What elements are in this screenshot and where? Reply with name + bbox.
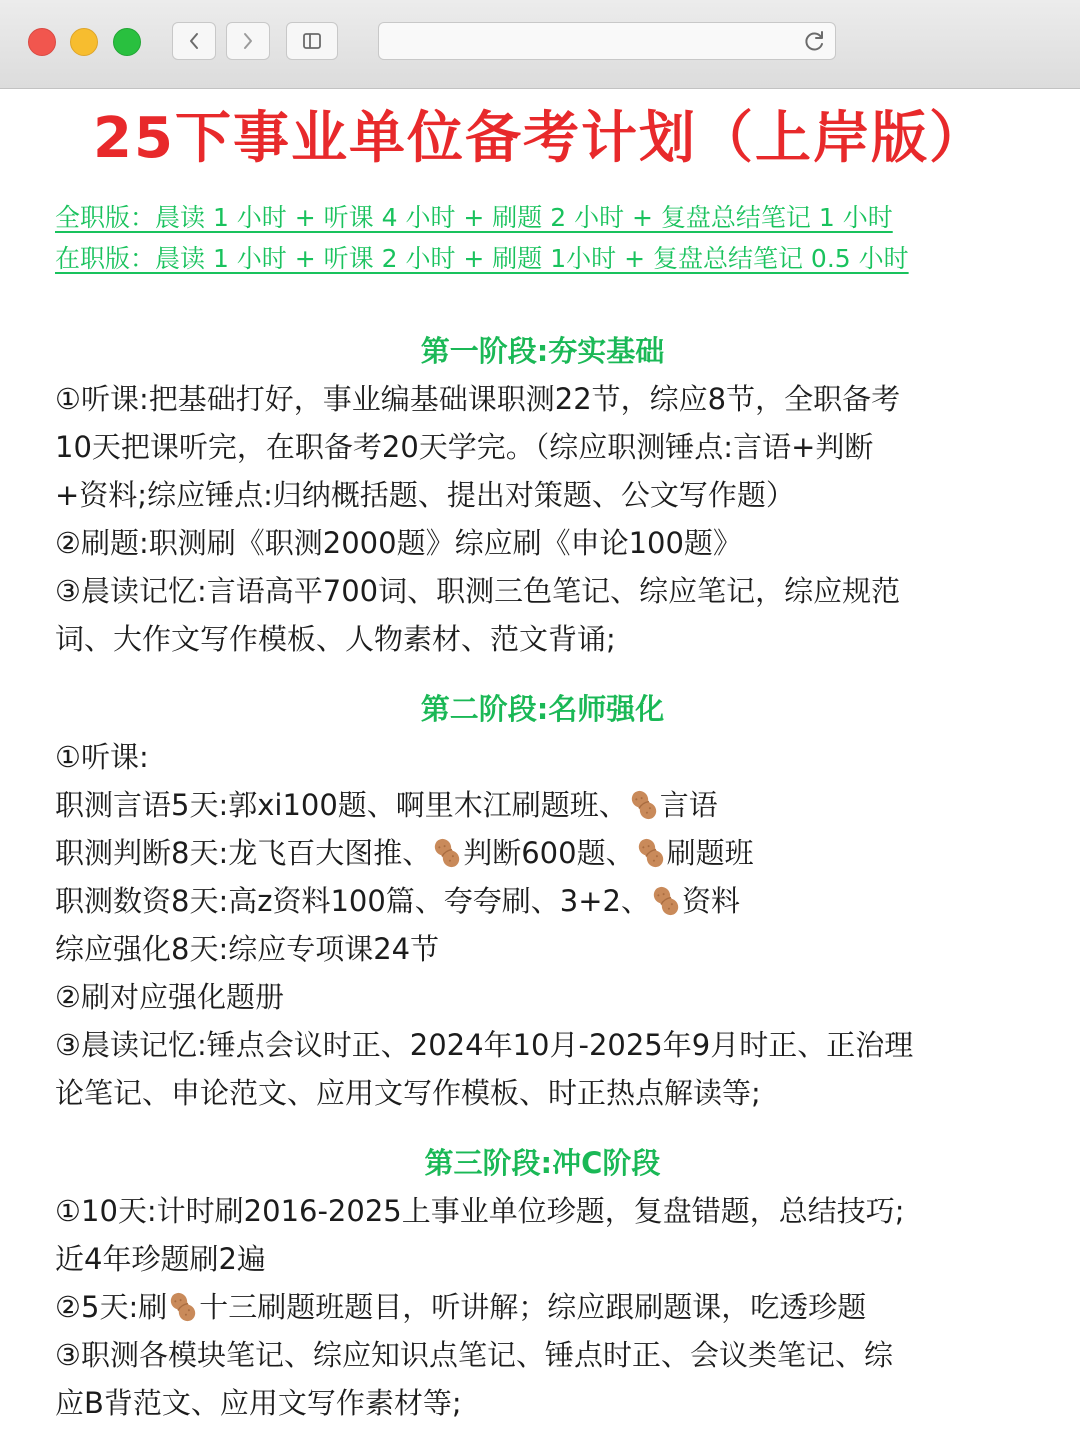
peanut-icon [168,1291,198,1323]
stage-two-line: ②刷对应强化题册 [55,980,284,1014]
close-window-button[interactable] [28,28,56,56]
stage-one-line: +资料;综应锤点:归纳概括题、提出对策题、公文写作题） [55,478,795,512]
peanut-icon [651,885,681,917]
stage-three-line: 近4年珍题刷2遍 [55,1242,266,1276]
sidebar-toggle-button[interactable] [286,22,338,60]
zoom-window-button[interactable] [113,28,141,56]
stage-three [55,1139,1030,1427]
page-content [0,89,1080,1443]
line-text: 职测判断8天:龙飞百大图推、 [55,836,432,870]
back-button[interactable] [172,22,216,60]
stage-one-body [55,375,1030,663]
peanut-icon [636,837,666,869]
stage-three-line: 应B背范文、应用文写作素材等; [55,1386,462,1420]
minimize-window-button[interactable] [70,28,98,56]
stage-one-line: 词、大作文写作模板、人物素材、范文背诵; [55,622,616,656]
stage-one-line: ③晨读记忆:言语高平700词、职测三色笔记、综应笔记，综应规范 [55,574,901,608]
stage-three-title: 第三阶段:冲C阶段 [424,1146,661,1180]
stage-one-title: 第一阶段:夯实基础 [420,334,665,368]
stage-two-body [55,733,1030,1117]
line-text: 十三刷题班题目，听讲解；综应跟刷题课，吃透珍题 [199,1290,867,1324]
line-text: 判断600题、 [463,836,635,870]
stage-two-line [55,877,1030,925]
schedule-fulltime[interactable]: 全职版：晨读 1 小时 + 听课 4 小时 + 刷题 2 小时 + 复盘总结笔记 1 小时 [55,203,893,232]
stage-three-line: ③职测各模块笔记、综应知识点笔记、锤点时正、会议类笔记、综 [55,1338,893,1372]
stage-three-line [55,1283,1030,1331]
stage-one [55,327,1030,663]
stage-two-line: 综应强化8天:综应专项课24节 [55,932,440,966]
line-text: 职测言语5天:郭xi100题、啊里木江刷题班、 [55,788,628,822]
stage-two-line: ①听课: [55,740,149,774]
page-title: 25下事业单位备考计划（上岸版） [93,106,987,171]
chevron-left-icon [187,31,201,51]
sidebar-icon [302,32,322,50]
line-text: 刷题班 [666,836,754,870]
stage-one-line: ②刷题:职测刷《职测2000题》综应刷《申论100题》 [55,526,742,560]
reload-icon[interactable] [803,29,827,53]
stage-two-line [55,829,1030,877]
stage-one-line: ①听课:把基础打好，事业编基础课职测22节，综应8节，全职备考 [55,382,901,416]
peanut-icon [629,789,659,821]
chevron-right-icon [241,31,255,51]
stage-two-line: 论笔记、申论范文、应用文写作模板、时正热点解读等; [55,1076,761,1110]
line-text: 言语 [659,788,718,822]
daily-schedule [55,197,1055,279]
stage-two-line: ③晨读记忆:锤点会议时正、2024年10月-2025年9月时正、正治理 [55,1028,914,1062]
stage-two-line [55,781,1030,829]
stage-two-title: 第二阶段:名师强化 [420,692,665,726]
stage-two [55,685,1030,1117]
line-text: 职测数资8天:高z资料100篇、夸夸刷、3+2、 [55,884,650,918]
stage-one-line: 10天把课听完，在职备考20天学完。（综应职测锤点:言语+判断 [55,430,874,464]
stage-three-body [55,1187,1030,1427]
address-bar[interactable] [378,22,836,60]
peanut-icon [432,837,462,869]
line-text: ②5天:刷 [55,1290,168,1324]
line-text: 资料 [682,884,741,918]
forward-button[interactable] [226,22,270,60]
browser-toolbar [0,0,1080,89]
stage-three-line: ①10天:计时刷2016-2025上事业单位珍题，复盘错题，总结技巧; [55,1194,905,1228]
schedule-employed[interactable]: 在职版：晨读 1 小时 + 听课 2 小时 + 刷题 1小时 + 复盘总结笔记 0.5 小时 [55,244,909,273]
